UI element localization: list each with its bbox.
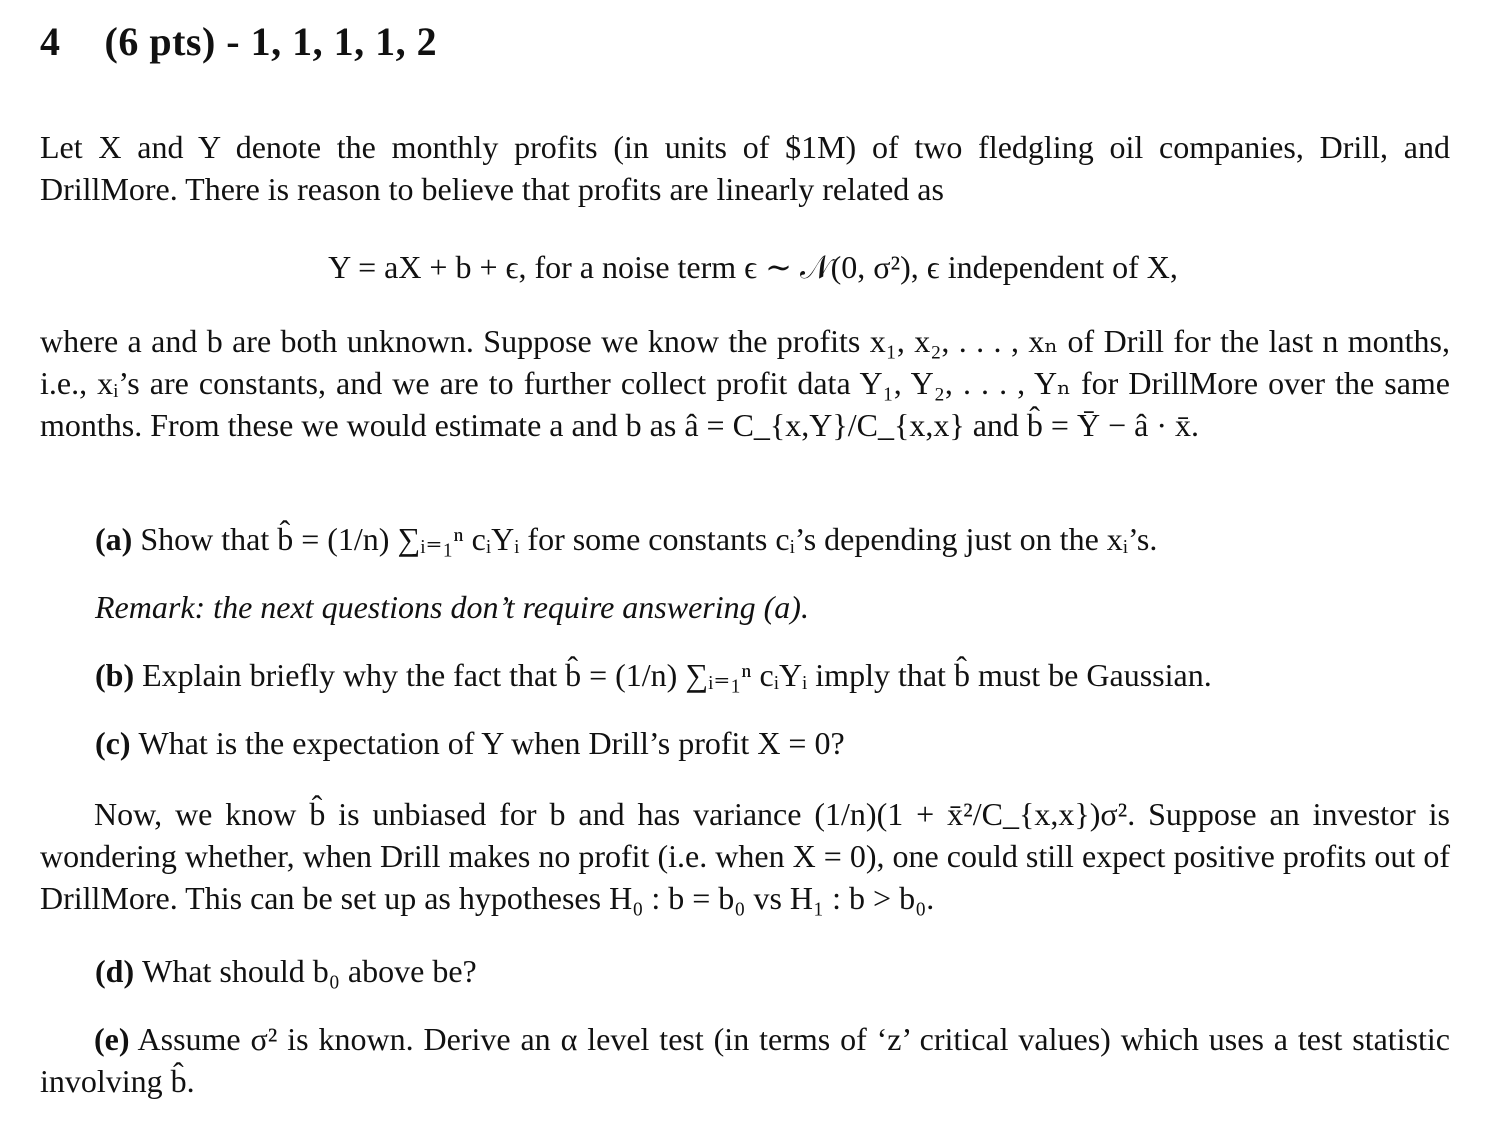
question-e-text: Assume σ² is known. Derive an α level test (in terms of ‘z’ critical values) which uses a test statistic involving b̂. bbox=[40, 1021, 1450, 1099]
question-b-text: Explain briefly why the fact that b̂ = (1/n) ∑ᵢ₌₁ⁿ cᵢYᵢ imply that b̂ must be Gaussian. bbox=[142, 657, 1212, 693]
problem-number: 4 bbox=[40, 19, 61, 64]
problem-header bbox=[40, 18, 437, 65]
setup-paragraph: where a and b are both unknown. Suppose we know the profits x₁, x₂, . . . , xₙ of Drill for the last n months, i.e., xᵢ’s are constants, and we are to further collect profit data Y₁, Y₂, . . . , Yₙ for DrillMore over the same months. From these we would estimate a and b as â = C_{x,Y}/C_{x,x} and b̂ = Ȳ − â · x̄. bbox=[40, 323, 1450, 443]
question-c-text: What is the expectation of Y when Drill’s profit X = 0? bbox=[138, 725, 845, 761]
question-e bbox=[40, 1018, 1450, 1102]
problem-points: (6 pts) - 1, 1, 1, 1, 2 bbox=[104, 19, 438, 64]
question-c-label: (c) bbox=[95, 725, 131, 761]
question-d-text: What should b₀ above be? bbox=[142, 953, 477, 989]
question-a-text: Show that b̂ = (1/n) ∑ᵢ₌₁ⁿ cᵢYᵢ for some constants cᵢ’s depending just on the xᵢ’s. bbox=[140, 521, 1158, 557]
remark: Remark: the next questions don’t require answering (a). bbox=[95, 589, 809, 625]
question-b bbox=[95, 654, 1450, 696]
context-paragraph bbox=[40, 793, 1450, 919]
intro-paragraph: Let X and Y denote the monthly profits (in units of $1M) of two fledgling oil companies, Drill, and DrillMore. There is reason to believe that profits are linearly related as bbox=[40, 129, 1450, 207]
question-a bbox=[95, 518, 1450, 560]
question-a-label: (a) bbox=[95, 521, 133, 557]
question-d bbox=[95, 950, 1450, 992]
model-equation: Y = aX + b + ϵ, for a noise term ϵ ∼ 𝒩(0, σ²), ϵ independent of X, bbox=[328, 249, 1178, 285]
question-e-label: (e) bbox=[94, 1021, 130, 1057]
context-text: Now, we know b̂ is unbiased for b and has variance (1/n)(1 + x̄²/C_{x,x})σ². Suppose an investor is wondering whether, when Drill makes no profit (i.e. when X = 0), one could still expect positive profits out of DrillMore. This can be set up as hypotheses H₀ : b = b₀ vs H₁ : b > b₀. bbox=[40, 796, 1450, 916]
question-b-label: (b) bbox=[95, 657, 135, 693]
question-c bbox=[95, 722, 1450, 764]
question-d-label: (d) bbox=[95, 953, 135, 989]
